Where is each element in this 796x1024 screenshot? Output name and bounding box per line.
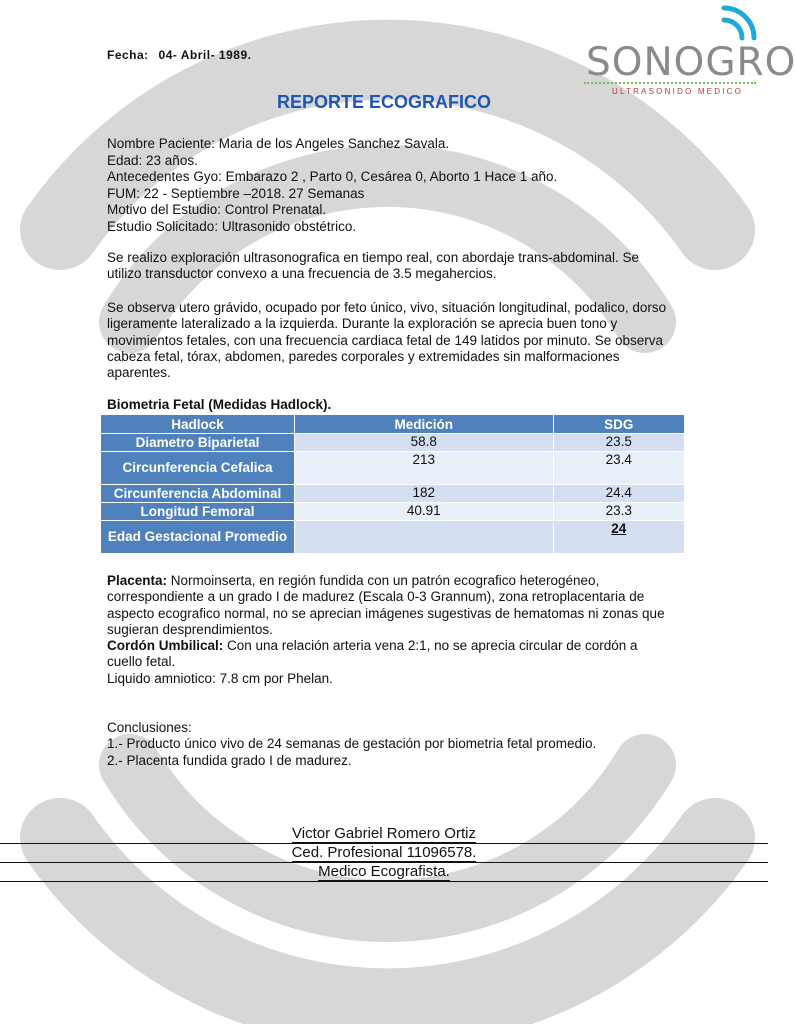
conclusions (107, 720, 596, 769)
logo-subtitle: ULTRASONIDO MEDICO (612, 87, 744, 96)
report-title: REPORTE ECOGRAFICO (276, 92, 491, 112)
report-date (107, 48, 257, 62)
table-row (101, 452, 685, 485)
header-medicion: Medición (295, 415, 554, 434)
placenta-paragraph (107, 573, 667, 638)
row-medicion (295, 521, 554, 554)
conclusions-title: Conclusiones: (107, 720, 192, 735)
row-label: Diametro Biparietal (101, 434, 295, 452)
wifi-signal-icon (718, 4, 758, 44)
signature-cedula: Ced. Profesional 11096578. (291, 844, 477, 861)
cordon-paragraph (107, 638, 667, 671)
cordon-text: Con una relación arteria vena 2:1, no se aprecia circular de cordón a cuello fetal. (107, 638, 638, 670)
date-label: Fecha: (107, 48, 149, 62)
header-hadlock: Hadlock (101, 415, 295, 434)
biometry-title: Biometria Fetal (Medidas Hadlock). (107, 397, 332, 412)
signature-name: Victor Gabriel Romero Ortiz (292, 825, 476, 842)
row-sdg: 23.3 (553, 503, 684, 521)
table-row (101, 434, 685, 452)
row-label: Edad Gestacional Promedio (101, 521, 295, 554)
biometry-table (100, 414, 685, 554)
signature-role: Medico Ecografista. (318, 863, 450, 880)
date-value: 04- Abril- 1989. (158, 48, 252, 62)
findings-paragraph: Se observa utero grávido, ocupado por feto único, vivo, situación longitudinal, podalico, dorso ligeramente lateralizado a la izquierda. Durante la exploración se aprecia buen tono y movimientos fetales, con una frecuencia cardiaca fetal de 149 latidos por minuto. Se observa cabeza fetal, tórax, abdomen, paredes corporales y extremidades sin malformaciones aparentes. (107, 300, 667, 381)
sonogro-logo (578, 4, 796, 104)
row-medicion: 213 (295, 452, 554, 485)
conclusion-item-2: 2.- Placenta fundida grado I de madurez. (107, 752, 352, 768)
table-row (101, 503, 685, 521)
table-row (101, 485, 685, 503)
table-header-row (101, 415, 685, 434)
row-label: Circunferencia Cefalica (101, 452, 295, 485)
placenta-section (107, 573, 667, 687)
study-requested: Estudio Solicitado: Ultrasonido obstétrico. (107, 218, 357, 234)
patient-history: Antecedentes Gyo: Embarazo 2 , Parto 0, Cesárea 0, Aborto 1 Hace 1 año. (107, 169, 558, 184)
liquido-amniotico: Liquido amniotico: 7.8 cm por Phelan. (107, 670, 333, 686)
row-medicion: 58.8 (295, 434, 554, 452)
row-sdg: 23.5 (553, 434, 684, 452)
logo-name: SONOGRO (586, 40, 796, 85)
average-sdg-value: 24 (611, 521, 627, 536)
header-sdg: SDG (553, 415, 684, 434)
logo-dotted-line (584, 82, 756, 84)
row-sdg (553, 521, 684, 554)
row-label: Longitud Femoral (101, 503, 295, 521)
exploration-paragraph: Se realizo exploración ultrasonografica en tiempo real, con abordaje trans-abdominal. Se utilizo transductor convexo a una frecuencia de 3.5 megahercios. (107, 250, 640, 282)
row-medicion: 182 (295, 485, 554, 503)
row-sdg: 24.4 (553, 485, 684, 503)
cordon-label: Cordón Umbilical: (107, 638, 224, 654)
patient-fum: FUM: 22 - Septiembre –2018. 27 Semanas (107, 185, 365, 201)
patient-name: Nombre Paciente: Maria de los Angeles Sanchez Savala. (107, 136, 450, 151)
patient-info (107, 136, 557, 235)
row-medicion: 40.91 (295, 503, 554, 521)
signature-block (0, 825, 768, 882)
study-reason: Motivo del Estudio: Control Prenatal. (107, 202, 327, 217)
placenta-label: Placenta: (107, 573, 168, 588)
patient-age: Edad: 23 años. (107, 152, 198, 168)
table-row-average (101, 521, 685, 554)
row-label: Circunferencia Abdominal (101, 485, 295, 503)
conclusion-item-1: 1.- Producto único vivo de 24 semanas de gestación por biometria fetal promedio. (107, 736, 597, 752)
placenta-text: Normoinserta, en región fundida con un patrón ecografico heterogéneo, correspondiente a un grado I de madurez (Escala 0-3 Grannum), zona retroplacentaria de aspecto ecografico normal, no se aprecian imágenes sugestivas de hematomas ni zonas que sugieran desprendimientos. (107, 573, 665, 637)
row-sdg: 23.4 (553, 452, 684, 485)
